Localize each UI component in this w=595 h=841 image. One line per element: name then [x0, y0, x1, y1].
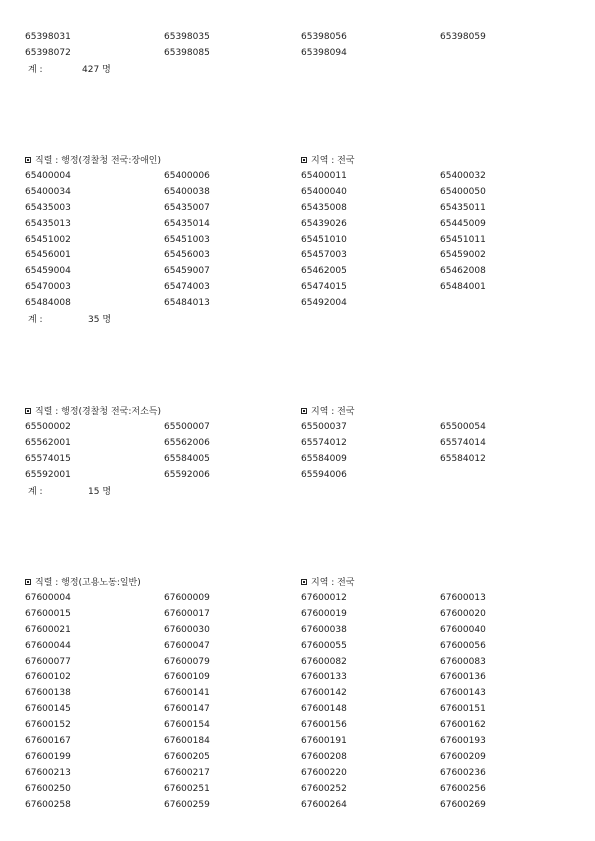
exam-number: 67600030 [164, 624, 210, 635]
exam-number: 65592006 [164, 469, 210, 480]
number-row [0, 782, 595, 798]
exam-number: 67600205 [164, 751, 210, 762]
exam-number: 65500007 [164, 422, 210, 432]
exam-number: 67600004 [25, 593, 71, 603]
exam-number: 65500002 [25, 422, 71, 432]
number-list [0, 420, 595, 484]
exam-number: 67600151 [440, 704, 486, 715]
number-row [0, 30, 595, 46]
exam-number: 65435007 [164, 202, 210, 213]
exam-number: 65451010 [301, 234, 347, 245]
total-count: 35 명 [88, 315, 112, 326]
exam-number: 67600044 [25, 640, 71, 651]
section-header [0, 153, 595, 169]
exam-number: 65398085 [164, 47, 210, 58]
job-category-label: 직렬 : 행정(경찰청 전국:저소득) [25, 404, 161, 420]
exam-number: 65484001 [440, 282, 486, 293]
exam-number: 65400040 [301, 186, 347, 197]
exam-number: 65574014 [440, 437, 486, 448]
number-row [0, 702, 595, 718]
exam-number: 67600147 [164, 704, 210, 715]
exam-number: 65445009 [440, 218, 486, 229]
exam-number: 67600208 [301, 751, 347, 762]
section-labor-general [0, 575, 595, 813]
square-bullet-icon [25, 579, 31, 585]
exam-number: 67600199 [25, 751, 71, 762]
exam-number: 67600083 [440, 656, 486, 667]
number-row [0, 766, 595, 782]
exam-number: 65562001 [25, 437, 71, 448]
exam-number: 67600220 [301, 767, 347, 778]
exam-number: 65398072 [25, 47, 71, 58]
exam-number: 67600009 [164, 593, 210, 603]
exam-number: 67600079 [164, 656, 210, 667]
exam-number: 65435003 [25, 202, 71, 213]
number-row [0, 734, 595, 750]
exam-number: 67600209 [440, 751, 486, 762]
number-row [0, 217, 595, 233]
exam-number: 67600162 [440, 720, 486, 731]
square-bullet-icon [301, 408, 307, 414]
exam-number: 65456001 [25, 250, 71, 261]
square-bullet-icon [301, 579, 307, 585]
exam-number: 65398094 [301, 47, 347, 58]
number-row [0, 639, 595, 655]
square-bullet-icon [25, 408, 31, 414]
exam-number: 65451003 [164, 234, 210, 245]
exam-number: 65584012 [440, 453, 486, 464]
region-label: 지역 : 전국 [301, 575, 355, 591]
exam-number: 65500037 [301, 422, 347, 432]
total-label: 계 : [28, 315, 43, 326]
exam-number: 65500054 [440, 422, 486, 432]
number-row [0, 248, 595, 264]
section-header [0, 575, 595, 591]
exam-number: 67600109 [164, 672, 210, 683]
exam-number: 67600141 [164, 688, 210, 699]
exam-number: 65435014 [164, 218, 210, 229]
exam-number: 67600102 [25, 672, 71, 683]
number-list [0, 169, 595, 312]
exam-number: 67600138 [25, 688, 71, 699]
number-row [0, 718, 595, 734]
exam-number: 65398035 [164, 32, 210, 42]
exam-number: 65400034 [25, 186, 71, 197]
exam-number: 65435008 [301, 202, 347, 213]
number-row [0, 169, 595, 185]
exam-number: 67600015 [25, 608, 71, 619]
exam-number: 65435011 [440, 202, 486, 213]
number-row [0, 185, 595, 201]
exam-number: 67600213 [25, 767, 71, 778]
exam-number: 67600142 [301, 688, 347, 699]
exam-number: 67600258 [25, 799, 71, 810]
section-police-low-income [0, 404, 595, 500]
exam-number: 67600055 [301, 640, 347, 651]
exam-number: 67600038 [301, 624, 347, 635]
section-police-disabled [0, 153, 595, 328]
exam-number: 67600021 [25, 624, 71, 635]
exam-number: 67600154 [164, 720, 210, 731]
total-label: 계 : [28, 486, 43, 497]
exam-number: 67600252 [301, 783, 347, 794]
exam-number: 65474003 [164, 282, 210, 293]
exam-number: 67600250 [25, 783, 71, 794]
number-row [0, 591, 595, 607]
number-row [0, 607, 595, 623]
number-row [0, 452, 595, 468]
total-count: 15 명 [88, 486, 112, 497]
number-row [0, 296, 595, 312]
job-category-label: 직렬 : 행정(고용노동:일반) [25, 575, 141, 591]
number-list [0, 591, 595, 813]
exam-number: 65451002 [25, 234, 71, 245]
total-line [0, 62, 595, 78]
exam-number: 65574015 [25, 453, 71, 464]
exam-number: 67600040 [440, 624, 486, 635]
exam-number: 67600193 [440, 736, 486, 747]
region-label: 지역 : 전국 [301, 404, 355, 420]
exam-number: 67600152 [25, 720, 71, 731]
exam-number: 65584005 [164, 453, 210, 464]
exam-number: 67600264 [301, 799, 347, 810]
exam-number: 67600156 [301, 720, 347, 731]
exam-number: 67600236 [440, 767, 486, 778]
number-row [0, 798, 595, 814]
exam-number: 65398031 [25, 32, 71, 42]
number-row [0, 750, 595, 766]
number-row [0, 264, 595, 280]
exam-number: 65439026 [301, 218, 347, 229]
job-category-label: 직렬 : 행정(경찰청 전국:장애인) [25, 153, 161, 169]
number-row [0, 201, 595, 217]
exam-number: 65400032 [440, 171, 486, 181]
square-bullet-icon [25, 157, 31, 163]
exam-number: 67600148 [301, 704, 347, 715]
exam-number: 65400011 [301, 171, 347, 181]
exam-number: 65484013 [164, 298, 210, 309]
exam-number: 67600136 [440, 672, 486, 683]
exam-number: 67600077 [25, 656, 71, 667]
exam-number: 65456003 [164, 250, 210, 261]
number-row [0, 436, 595, 452]
exam-number: 65484008 [25, 298, 71, 309]
number-row [0, 468, 595, 484]
exam-number: 65435013 [25, 218, 71, 229]
exam-number: 65451011 [440, 234, 486, 245]
exam-number: 67600019 [301, 608, 347, 619]
exam-number: 65462008 [440, 266, 486, 277]
exam-number: 65562006 [164, 437, 210, 448]
total-label: 계 : [28, 64, 43, 75]
exam-number: 67600184 [164, 736, 210, 747]
exam-number: 65584009 [301, 453, 347, 464]
exam-number: 65462005 [301, 266, 347, 277]
exam-number: 67600259 [164, 799, 210, 810]
exam-number: 65398059 [440, 32, 486, 42]
number-row [0, 46, 595, 62]
exam-number: 67600143 [440, 688, 486, 699]
exam-number: 67600056 [440, 640, 486, 651]
number-row [0, 623, 595, 639]
exam-number: 67600020 [440, 608, 486, 619]
exam-number: 67600145 [25, 704, 71, 715]
exam-number: 65459004 [25, 266, 71, 277]
number-row [0, 686, 595, 702]
exam-number: 65400038 [164, 186, 210, 197]
exam-number: 67600047 [164, 640, 210, 651]
exam-number: 65492004 [301, 298, 347, 309]
exam-number: 67600082 [301, 656, 347, 667]
exam-number: 67600191 [301, 736, 347, 747]
section-header [0, 404, 595, 420]
exam-number: 65574012 [301, 437, 347, 448]
exam-number: 65459002 [440, 250, 486, 261]
square-bullet-icon [301, 157, 307, 163]
exam-number: 67600269 [440, 799, 486, 810]
exam-number: 67600133 [301, 672, 347, 683]
exam-number: 67600017 [164, 608, 210, 619]
exam-number: 65592001 [25, 469, 71, 480]
total-line [0, 312, 595, 328]
number-row [0, 670, 595, 686]
total-count: 427 명 [82, 64, 111, 75]
exam-number: 67600217 [164, 767, 210, 778]
exam-number: 65398056 [301, 32, 347, 42]
number-row [0, 233, 595, 249]
region-label: 지역 : 전국 [301, 153, 355, 169]
exam-number: 67600013 [440, 593, 486, 603]
exam-number: 67600167 [25, 736, 71, 747]
exam-number: 65400006 [164, 171, 210, 181]
exam-number: 65470003 [25, 282, 71, 293]
exam-number: 65400050 [440, 186, 486, 197]
exam-number: 65474015 [301, 282, 347, 293]
exam-number: 67600256 [440, 783, 486, 794]
exam-number: 65400004 [25, 171, 71, 181]
number-row [0, 280, 595, 296]
exam-number: 67600012 [301, 593, 347, 603]
number-row [0, 420, 595, 436]
exam-number: 65459007 [164, 266, 210, 277]
exam-number: 65594006 [301, 469, 347, 480]
exam-number: 65457003 [301, 250, 347, 261]
number-row [0, 655, 595, 671]
exam-number: 67600251 [164, 783, 210, 794]
top-continuation-block [0, 30, 595, 78]
total-line [0, 484, 595, 500]
